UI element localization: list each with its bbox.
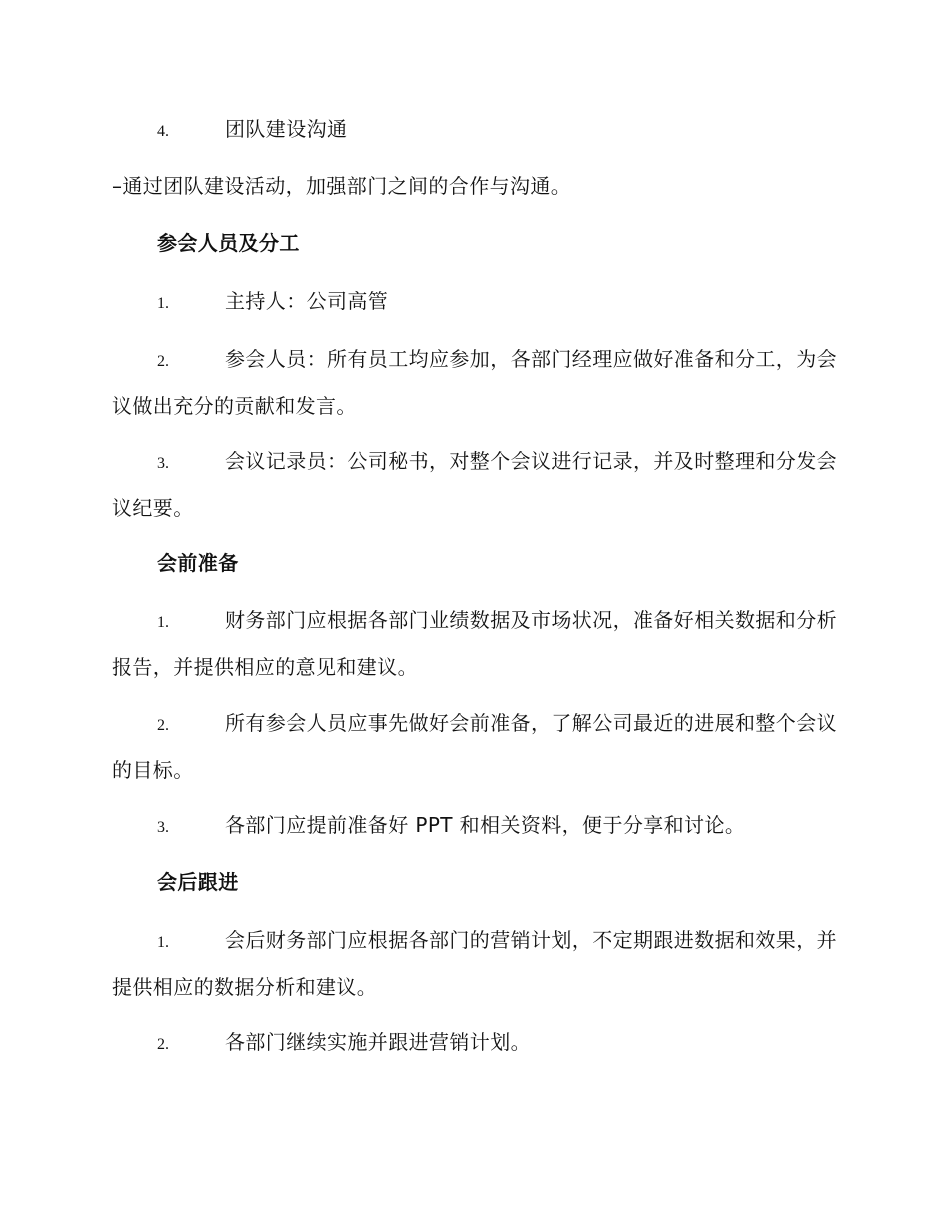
list-item-text: 各部门继续实施并跟进营销计划。 <box>225 1030 531 1054</box>
list-item <box>112 701 837 792</box>
list-item <box>112 1020 837 1067</box>
list-number: 2. <box>157 717 169 734</box>
list-item <box>112 279 837 326</box>
section-heading: 参会人员及分工 <box>157 231 300 255</box>
list-item-text: 主持人：公司高管 <box>225 289 389 313</box>
list-item <box>112 337 837 428</box>
list-item <box>112 918 837 1009</box>
list-item <box>112 439 837 530</box>
list-item-text: 所有参会人员应事先做好会前准备，了解公司最近的进展和整个会议的目标。 <box>112 711 837 782</box>
list-number: 1. <box>157 614 169 631</box>
list-item <box>112 107 837 154</box>
section-heading: 会前准备 <box>157 551 239 575</box>
list-number: 3. <box>157 819 169 836</box>
section-heading: 会后跟进 <box>157 870 239 894</box>
list-number: 1. <box>157 934 169 951</box>
list-number: 2. <box>157 1036 169 1053</box>
list-item-text: 财务部门应根据各部门业绩数据及市场状况，准备好相关数据和分析报告，并提供相应的意见和建议。 <box>112 608 837 679</box>
paragraph: –通过团队建设活动，加强部门之间的合作与沟通。 <box>112 174 572 198</box>
list-item <box>112 598 837 689</box>
list-number: 2. <box>157 353 169 370</box>
list-item-text: 各部门应提前准备好 PPT 和相关资料，便于分享和讨论。 <box>225 813 746 837</box>
list-item <box>112 803 837 850</box>
list-item-text: 参会人员：所有员工均应参加，各部门经理应做好准备和分工，为会议做出充分的贡献和发言。 <box>112 347 837 418</box>
list-number: 1. <box>157 295 169 312</box>
list-item-text: 会议记录员：公司秘书，对整个会议进行记录，并及时整理和分发会议纪要。 <box>112 449 837 520</box>
list-item-text: 团队建设沟通 <box>225 117 348 141</box>
list-item-text: 会后财务部门应根据各部门的营销计划，不定期跟进数据和效果，并提供相应的数据分析和建议。 <box>112 928 837 999</box>
list-number: 3. <box>157 455 169 472</box>
list-number: 4. <box>157 123 169 140</box>
